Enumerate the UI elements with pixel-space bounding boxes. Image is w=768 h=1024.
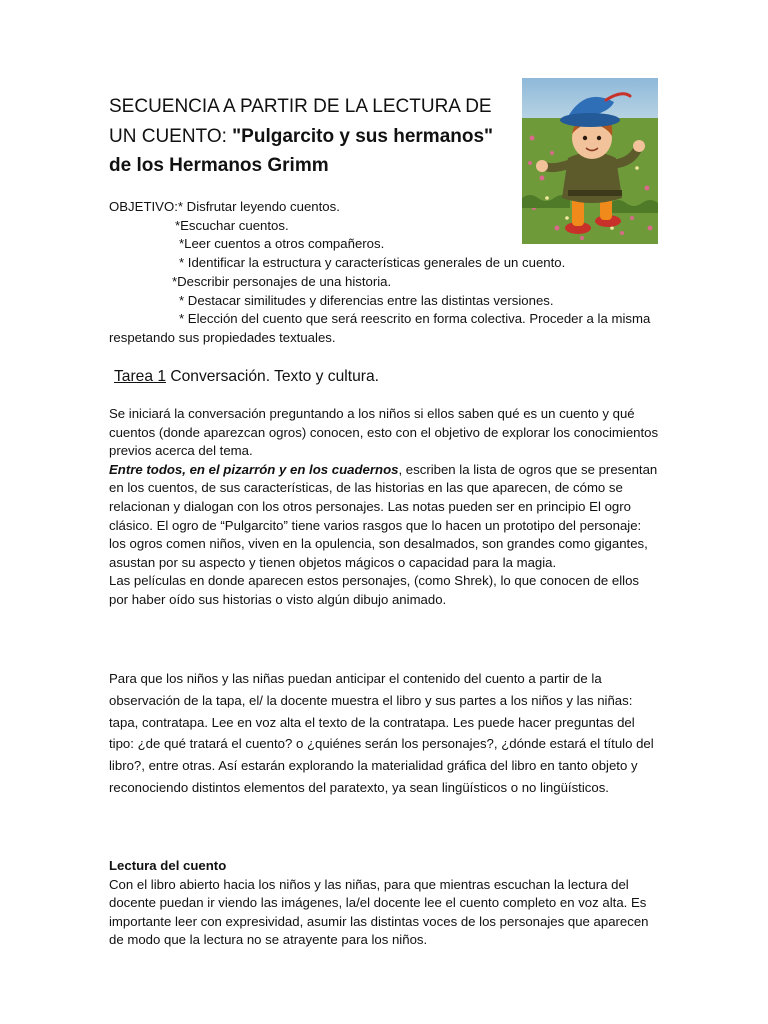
paragraph: Con el libro abierto hacia los niños y las niñas, para que mientras escuchan la lectura del docente puedan ir viendo las imágenes, la/el docente lee el cuento completo en voz alta. Es importante leer con expresividad, asumir las distintas voces de los personajes que aparecen de modo que la lectura no se atrayente para los niños. [109,876,649,948]
objective-item: *Describir personajes de una historia. [172,273,392,289]
title-plain: SECUENCIA A PARTIR DE LA LECTURA DE UN CUENTO: [109,96,492,147]
document-title [109,92,509,181]
paragraph: Para que los niños y las niñas puedan anticipar el contenido del cuento a partir de la observación de la tapa, el/ la docente muestra el libro y sus partes a los niños y las niñas: tapa, contratapa. Lee en voz alta el texto de la contratapa. Les puede hacer preguntas del tipo: ¿de qué tratará el cuento? o ¿quiénes serán los personajes?, ¿dónde estará el título del libro?, entre otras. Así estarán explorando la materialidad gráfica del libro en tanto objeto y reconociendo distintos elementos del paratexto, ya sean lingüísticos o no lingüísticos. [109,671,654,795]
title-bold: "Pulgarcito y sus hermanos" de los Hermanos Grimm [109,125,494,176]
conversation-section [109,405,659,610]
objective-item: * Elección del cuento que será reescrito en forma colectiva. Proceder a la misma respetando sus propiedades textuales. [109,311,651,345]
paragraph: Entre todos, en el pizarrón y en los cuadernos, escriben la lista de ogros que se presentan en los cuentos, de sus características, de las historias en las que aparecen, de cómo se relacionan y dialogan con los otros personajes. Las notas pueden ser en principio El ogro clásico. El ogro de “Pulgarcito” tiene varios rasgos que lo hacen un prototipo del personaje: los ogros comen niños, viven en la opulencia, son desalmados, son grandes como gigantes, asustan por su aspecto y tienen objetos mágicos o capacidad para la magia. [109,461,658,570]
objective-item: OBJETIVO:* Disfrutar leyendo cuentos. [109,199,340,214]
objectives-block [109,198,669,348]
task-title: Conversación. Texto y cultura. [166,368,379,385]
paragraph: Las películas en donde aparecen estos personajes, (como Shrek), lo que conocen de ellos por haber oído sus historias o visto algún dibujo animado. [109,573,640,607]
objective-item: *Escuchar cuentos. [175,217,289,233]
task-number: Tarea 1 [114,368,167,385]
objectives-label: OBJETIVO: [109,199,178,214]
reading-section [109,857,659,950]
emphasis-text: Entre todos, en el pizarrón y en los cuadernos [109,461,399,477]
cover-observation-section [109,668,659,799]
paragraph: Se iniciará la conversación preguntando a los niños si ellos saben qué es un cuento y qué cuentos (donde aparezcan ogros) conocen, esto con el objetivo de explorar los conocimientos previos acerca del tema. [109,406,659,459]
objective-item: *Leer cuentos a otros compañeros. [179,236,385,252]
task-heading [114,367,614,387]
objective-item: * Destacar similitudes y diferencias entre las distintas versiones. [179,292,554,308]
objective-item: * Identificar la estructura y características generales de un cuento. [179,255,566,271]
section-heading: Lectura del cuento [109,858,227,873]
